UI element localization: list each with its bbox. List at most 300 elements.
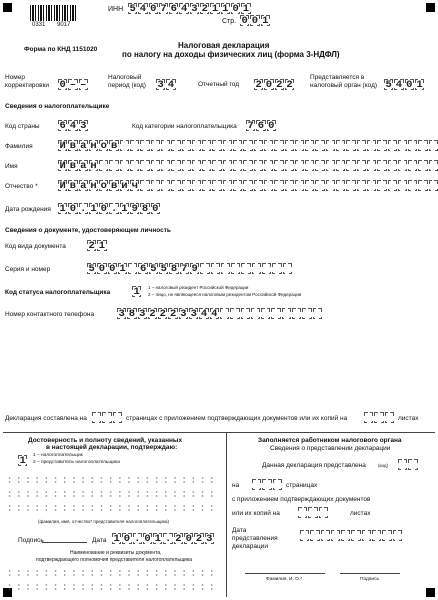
char-cell: 4	[167, 78, 175, 91]
inn-cells[interactable]	[128, 3, 251, 14]
authority-cells[interactable]	[384, 79, 424, 90]
representative-name-row-1[interactable]	[5, 476, 220, 484]
char-cell	[273, 479, 282, 490]
on-label: на	[232, 482, 240, 489]
doc-caption-2: подтверждающего полномочия представителя налогоплательщика	[36, 557, 193, 563]
char-cell: 1	[416, 78, 423, 91]
signer-option-1: 1 – налогоплательщик	[33, 453, 83, 458]
char-cell: 0	[251, 14, 259, 27]
char-cell	[341, 530, 350, 541]
char-cell: 0	[100, 202, 107, 215]
submit-date-cells[interactable]	[300, 530, 402, 541]
char-cell: 4	[139, 2, 147, 15]
char-cell	[140, 160, 149, 171]
submitted-label: Данная декларация представлена	[262, 462, 366, 469]
char-cell: 3	[118, 307, 125, 320]
char-cell: 1	[222, 2, 229, 15]
char-cell	[140, 140, 149, 151]
char-cell: И	[59, 179, 66, 192]
char-cell	[252, 479, 261, 490]
char-cell	[109, 160, 118, 171]
representative-caption: (фамилия, имя, отчество* представителя налогоплательщика)	[38, 519, 170, 524]
char-cell	[302, 308, 311, 319]
office-sheets-cells[interactable]	[298, 507, 328, 518]
char-cell	[161, 140, 170, 151]
char-cell	[151, 180, 160, 191]
year-cells[interactable]	[254, 79, 294, 90]
char-cell	[140, 180, 149, 191]
char-cell: 4	[200, 307, 208, 320]
char-cell: н	[90, 179, 97, 192]
char-cell: 2	[255, 78, 262, 91]
char-cell	[429, 180, 438, 191]
char-cell	[374, 412, 383, 423]
char-cell	[377, 160, 386, 171]
code-label: (код)	[378, 463, 389, 468]
char-cell: –	[69, 78, 77, 91]
char-cell: 3	[80, 119, 87, 132]
char-cell: 6	[170, 2, 177, 15]
char-cell	[233, 180, 242, 191]
char-cell: .	[164, 532, 172, 545]
char-cell: 6	[257, 119, 265, 132]
char-cell	[336, 180, 345, 191]
char-cell: И	[59, 139, 66, 152]
char-cell	[230, 308, 239, 319]
corner-marker	[426, 3, 435, 12]
char-cell	[346, 180, 355, 191]
phone-label: Номер контактного телефона	[5, 311, 95, 318]
form-title: Налоговая декларация	[178, 41, 270, 50]
corner-marker	[426, 588, 435, 597]
officer-name-line[interactable]	[245, 573, 325, 574]
footer-column-divider	[226, 432, 227, 597]
name-cells[interactable]	[58, 160, 438, 171]
barcode	[30, 5, 76, 21]
surname-label: Фамилия	[5, 143, 33, 150]
char-cell	[171, 160, 180, 171]
char-cell: а	[80, 139, 87, 152]
char-cell	[151, 160, 160, 171]
char-cell	[212, 160, 221, 171]
char-cell	[241, 263, 250, 274]
char-cell	[418, 140, 427, 151]
char-cell	[161, 160, 170, 171]
char-cell	[292, 308, 301, 319]
char-cell: 2	[276, 78, 283, 91]
representative-name-row-2[interactable]	[5, 490, 220, 498]
year-label: Отчетный год	[198, 81, 239, 88]
patronymic-label: Отчество *	[5, 183, 38, 190]
birth-cells[interactable]	[58, 203, 160, 214]
char-cell: 0	[150, 2, 157, 15]
char-cell: 1	[98, 239, 106, 252]
char-cell	[271, 308, 280, 319]
char-cell: о	[100, 179, 107, 192]
char-cell: 2	[169, 307, 177, 320]
name-label: Имя	[5, 163, 18, 170]
char-cell	[305, 160, 314, 171]
char-cell: 4	[211, 307, 218, 320]
submitted-code-cells[interactable]	[398, 459, 418, 470]
date-cells[interactable]	[112, 533, 214, 544]
char-cell: .	[134, 532, 141, 545]
representative-name-row-3[interactable]	[5, 504, 220, 512]
char-cell	[326, 140, 335, 151]
char-cell: 1	[59, 202, 66, 215]
char-cell	[264, 140, 273, 151]
char-cell: 0	[144, 532, 151, 545]
char-cell	[393, 530, 402, 541]
char-cell	[367, 180, 376, 191]
char-cell: 1	[242, 2, 250, 15]
char-cell	[262, 263, 271, 274]
char-cell	[200, 263, 209, 274]
char-cell	[398, 180, 407, 191]
signature-line[interactable]	[42, 542, 87, 543]
doc-code-label: Код вида документа	[5, 243, 66, 250]
char-cell: 2	[175, 532, 182, 545]
char-cell	[274, 160, 283, 171]
char-cell	[192, 140, 201, 151]
char-cell	[171, 140, 180, 151]
officer-name-caption: Фамилия, И. О.*	[266, 577, 303, 582]
patronymic-cells[interactable]	[58, 180, 438, 191]
char-cell	[313, 308, 322, 319]
category-cells[interactable]	[246, 120, 276, 131]
composed-sheets-text: листах	[398, 415, 419, 422]
char-cell	[192, 160, 201, 171]
char-cell	[264, 180, 273, 191]
char-cell: 4	[395, 78, 403, 91]
char-cell: 0	[152, 202, 159, 215]
date-label: Дата	[92, 537, 107, 544]
char-cell	[367, 140, 376, 151]
char-cell	[113, 412, 122, 423]
char-cell: 4	[180, 2, 188, 15]
char-cell	[385, 412, 394, 423]
status-cells[interactable]	[132, 286, 141, 297]
char-cell: 7	[160, 2, 167, 15]
char-cell	[408, 459, 417, 470]
char-cell: 4	[69, 119, 77, 132]
char-cell: 1	[90, 202, 97, 215]
char-cell	[382, 530, 391, 541]
office-sheets-label: листах	[350, 510, 371, 517]
tax-office-subtitle: Сведения о представлении декларации	[270, 445, 391, 452]
char-cell	[202, 160, 211, 171]
char-cell	[92, 412, 101, 423]
char-cell	[99, 160, 108, 171]
composed-sheets-cells[interactable]	[364, 412, 394, 423]
char-cell	[398, 459, 407, 470]
char-cell: И	[59, 159, 66, 172]
page-number-cells[interactable]	[240, 15, 270, 26]
char-cell	[305, 140, 314, 151]
char-cell	[372, 530, 381, 541]
char-cell: 3	[206, 532, 213, 545]
char-cell	[151, 140, 160, 151]
correction-label: Номер корректировки	[5, 74, 50, 89]
char-cell: 1	[211, 2, 219, 15]
char-cell: 2	[195, 532, 203, 545]
char-cell: 8	[141, 202, 149, 215]
char-cell	[192, 180, 201, 191]
char-cell	[202, 140, 211, 151]
confirm-subtitle: в настоящей декларации, подтверждаю:	[46, 444, 178, 451]
char-cell	[212, 180, 221, 191]
char-cell	[233, 160, 242, 171]
char-cell: 0	[59, 78, 66, 91]
char-cell: 0	[185, 532, 192, 545]
correction-cells[interactable]	[58, 79, 88, 90]
form-subtitle: по налогу на доходы физических лиц (форма 3-НДФЛ)	[122, 50, 340, 59]
char-cell: 5	[385, 78, 392, 91]
signer-option-2: 2 – представитель налогоплательщика	[33, 460, 120, 465]
char-cell	[336, 160, 345, 171]
char-cell	[243, 160, 252, 171]
period-cells[interactable]	[156, 79, 176, 90]
char-cell: в	[110, 179, 118, 192]
char-cell	[398, 140, 407, 151]
country-label: Код страны	[5, 123, 40, 130]
char-cell: 2	[159, 307, 166, 320]
char-cell	[182, 160, 191, 171]
char-cell: 5	[88, 262, 95, 275]
char-cell	[310, 530, 319, 541]
char-cell: 6	[59, 119, 66, 132]
payer-section-title: Сведения о налогоплательщике	[5, 103, 110, 110]
char-cell	[231, 263, 240, 274]
char-cell	[298, 507, 307, 518]
char-cell: 1	[154, 532, 161, 545]
char-cell	[161, 180, 170, 191]
char-cell: ч	[131, 179, 138, 192]
doc-details-row-2[interactable]	[5, 583, 220, 591]
char-cell	[130, 140, 139, 151]
char-cell	[321, 530, 330, 541]
char-cell	[357, 160, 366, 171]
char-cell	[315, 140, 324, 151]
char-cell	[408, 180, 417, 191]
char-cell	[243, 180, 252, 191]
barcode-number-left: 0331	[32, 22, 46, 28]
series-cells[interactable]	[87, 263, 292, 274]
char-cell: в	[69, 139, 77, 152]
barcode-number-right: 9017	[57, 22, 71, 28]
char-cell	[264, 160, 273, 171]
char-cell	[418, 180, 427, 191]
char-cell: 1	[113, 532, 120, 545]
char-cell	[300, 530, 309, 541]
char-cell	[336, 140, 345, 151]
char-cell: 0	[69, 202, 77, 215]
office-pages-cells[interactable]	[252, 479, 282, 490]
char-cell	[315, 180, 324, 191]
char-cell	[388, 160, 397, 171]
char-cell	[429, 140, 438, 151]
char-cell	[315, 160, 324, 171]
char-cell	[305, 180, 314, 191]
char-cell	[388, 180, 397, 191]
char-cell: 1	[19, 454, 26, 467]
signer-cells[interactable]	[18, 455, 27, 466]
char-cell	[223, 180, 232, 191]
char-cell: а	[80, 179, 87, 192]
char-cell	[128, 263, 137, 274]
char-cell: н	[90, 139, 97, 152]
char-cell: 8	[128, 307, 136, 320]
country-cells[interactable]	[58, 120, 88, 131]
char-cell	[262, 479, 271, 490]
char-cell: 0	[406, 78, 413, 91]
char-cell: 3	[139, 307, 146, 320]
char-cell: в	[69, 179, 77, 192]
char-cell	[211, 263, 220, 274]
status-note-nonresident: 2 – лицо, не являющееся налоговым резидентом Российской Федерации	[148, 292, 302, 297]
char-cell	[130, 160, 139, 171]
char-cell: 3	[180, 307, 187, 320]
char-cell	[120, 160, 129, 171]
birth-label: Дата рождения	[5, 206, 51, 213]
char-cell	[272, 263, 281, 274]
char-cell: 2	[149, 307, 156, 320]
char-cell: 9	[191, 262, 198, 275]
char-cell	[120, 140, 129, 151]
char-cell	[364, 412, 373, 423]
char-cell	[357, 180, 366, 191]
char-cell: 1	[262, 14, 269, 27]
char-cell	[346, 160, 355, 171]
char-cell	[251, 308, 260, 319]
copies-label: или их копий на	[232, 510, 280, 517]
char-cell: 1	[121, 202, 128, 215]
char-cell	[418, 160, 427, 171]
phone-cells[interactable]	[117, 308, 322, 319]
char-cell: 0	[241, 14, 248, 27]
char-cell	[274, 140, 283, 151]
composed-pages-text: страницах с приложением подтверждающих документов или их копий на	[126, 415, 348, 422]
char-cell	[252, 263, 261, 274]
surname-cells[interactable]	[58, 140, 438, 151]
officer-sign-caption: Подпись	[360, 577, 379, 582]
char-cell: 0	[232, 2, 239, 15]
doc-caption-1: Наименование и реквизиты документа,	[70, 550, 162, 556]
submit-date-label: Дата представления декларации	[232, 527, 278, 550]
char-cell	[295, 180, 304, 191]
char-cell	[233, 140, 242, 151]
char-cell: 3	[190, 307, 197, 320]
char-cell	[351, 530, 360, 541]
status-note-resident: 1 – налоговый резидент Российской Федерации	[148, 285, 249, 290]
char-cell	[102, 412, 111, 423]
char-cell: 9	[131, 202, 138, 215]
office-pages-label: страницах	[286, 482, 318, 489]
char-cell	[285, 180, 294, 191]
doc-code-cells[interactable]	[87, 240, 107, 251]
char-cell	[308, 507, 317, 518]
char-cell	[357, 140, 366, 151]
char-cell	[346, 140, 355, 151]
char-cell: .	[80, 202, 87, 215]
char-cell	[282, 308, 291, 319]
char-cell	[362, 530, 371, 541]
char-cell	[254, 140, 263, 151]
char-cell: 5	[150, 262, 157, 275]
char-cell: 0	[98, 262, 106, 275]
char-cell	[254, 160, 263, 171]
char-cell	[326, 180, 335, 191]
identity-section-title: Сведения о документе, удостоверяющем личность	[5, 227, 171, 234]
char-cell: 2	[201, 2, 208, 15]
char-cell: –	[80, 78, 87, 91]
char-cell: и	[121, 179, 128, 192]
char-cell	[408, 160, 417, 171]
char-cell	[241, 308, 250, 319]
char-cell: 1	[119, 262, 126, 275]
char-cell: 7	[247, 119, 254, 132]
char-cell	[377, 140, 386, 151]
corner-marker	[3, 3, 12, 12]
char-cell: 3	[191, 2, 198, 15]
char-cell: в	[110, 139, 118, 152]
char-cell	[367, 160, 376, 171]
category-label: Код категории налогоплательщика	[132, 123, 237, 130]
composed-pages-cells[interactable]	[92, 412, 122, 423]
char-cell: а	[80, 159, 87, 172]
char-cell: 7	[181, 262, 188, 275]
inn-label: ИНН	[108, 6, 124, 13]
char-cell: 6	[139, 262, 147, 275]
page-label: Стр.	[222, 18, 237, 25]
char-cell: 5	[160, 262, 167, 275]
char-cell: н	[90, 159, 97, 172]
char-cell	[212, 140, 221, 151]
char-cell	[182, 140, 191, 151]
char-cell	[295, 160, 304, 171]
char-cell	[261, 308, 270, 319]
char-cell	[331, 530, 340, 541]
series-label: Серия и номер	[5, 266, 51, 273]
char-cell: 2	[286, 78, 293, 91]
char-cell	[285, 140, 294, 151]
char-cell: 5	[129, 2, 136, 15]
char-cell	[408, 140, 417, 151]
status-label: Код статуса налогоплательщика	[5, 289, 111, 296]
char-cell	[388, 140, 397, 151]
char-cell: .	[110, 202, 118, 215]
char-cell	[295, 140, 304, 151]
char-cell: 0	[268, 119, 275, 132]
form-code: Форма по КНД 1151020	[24, 46, 98, 53]
doc-details-row-1[interactable]	[5, 569, 220, 577]
char-cell: о	[100, 139, 107, 152]
officer-sign-line[interactable]	[340, 573, 400, 574]
char-cell	[274, 180, 283, 191]
char-cell: 0	[109, 262, 116, 275]
char-cell	[243, 140, 252, 151]
char-cell	[223, 160, 232, 171]
char-cell: 2	[88, 239, 95, 252]
char-cell	[182, 180, 191, 191]
char-cell: 8	[170, 262, 178, 275]
char-cell	[398, 160, 407, 171]
char-cell	[377, 180, 386, 191]
char-cell	[221, 263, 230, 274]
confirm-title: Достоверность и полноту сведений, указанных	[28, 437, 183, 444]
char-cell	[285, 160, 294, 171]
char-cell	[283, 263, 292, 274]
